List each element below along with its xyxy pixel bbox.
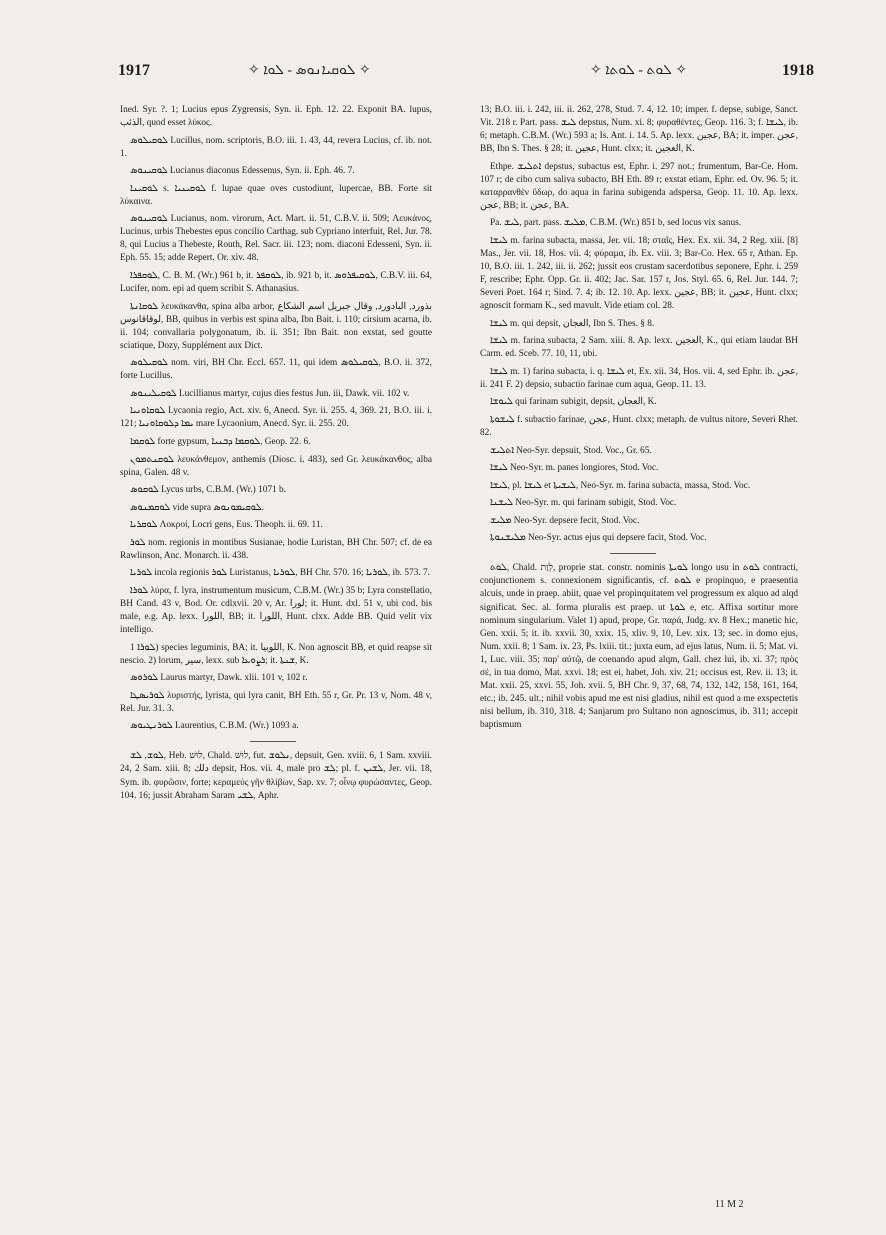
- right-column-entry: ܠܝܫܐ m. farina subacta, 2 Sam. xiii. 8. Ap. lexx. العجين, K., qui etiam laudat BH Carm. ed. Sceb. 77. 10, 11, ubi.: [480, 336, 798, 360]
- right-column-entry: ܠܝܫܢܐ Neo-Syr. m. qui farinam subigit, Stod. Voc.: [490, 498, 677, 509]
- right-column-entry: ܠܝܘܫܐ qui farinam subigit, depsit, العجان, K.: [490, 397, 657, 408]
- right-column-entry: ܠܝܫܘܬܐ f. subactio farinae, عجن, Hunt. clxx; metaph. de vultus nitore, Severi Rhet. 82.: [480, 414, 799, 439]
- page-number-right: 1918: [782, 62, 814, 79]
- left-column-entry: ܠܘܩܡܢܘܣ vide supra ܠܘܩܝܡܘܢܘܣ.: [130, 502, 264, 513]
- left-column-entry: ܠܘܩܢܬܡܘܢ λευκάνθεμον, anthemis (Diosc. i. 483), sed Gr. λευκάκανθος, alba spina, Galen. 48 v.: [120, 454, 432, 478]
- running-title-left: ✧ ܠܘܩܝܐܢܘܣ - ܠܘܐ ✧: [248, 63, 371, 78]
- left-column-entry: ܠܘܪܘܣ Laurus martyr, Dawk. xlii. 101 v, 102 r.: [130, 673, 308, 684]
- right-column-entry: ܠܝܫܐ m. qui depsit, العجان, Ibn S. Thes. § 8.: [490, 318, 655, 329]
- right-column-entry: ܡܠܝܫܢܘܬܐ Neo-Syr. actus ejus qui depsere facit, Stod. Voc.: [490, 533, 707, 544]
- left-column-entry: ܠܘܩܐܘܢܝܐ Lycaonia regio, Act. xiv. 6, Anecd. Syr. ii. 255. 4, 369. 21, B.O. iii. i. 121; ܝܡܐ ܕܠܘܩܐܘܢܝܐ mare Lycaonium, Anecd. Syr. ii. 255. 20.: [120, 406, 432, 430]
- left-column-entry: ܠܘܩܦܪܐ, C. B. M. (Wr.) 961 b, it. ܠܘܩܦܪ, ib. 921 b, it. ܠܘܩܝܦܪܘܣ, C.B.V. iii. 64, Lucifer, nom. epi ad quem scribit S. Athanasius.: [120, 271, 432, 295]
- left-column-entry: ܠܘܩܪܝܐ Λοκροί, Locri gens, Eus. Theoph. ii. 69. 11.: [130, 520, 323, 531]
- left-column-entry: ܠܘܩܝܢܘܣ Lucianus diaconus Edessenus, Syn. ii. Eph. 46. 7.: [130, 166, 355, 177]
- right-column-entry: ܠܘܬ, Chald. לְוָת, proprie stat. constr. nominis ܠܘܝܬܐ longo usu in ܠܘܬ contracti, conjunctionem s. connexionem significantis, cf. ܠܘܬ e propinquo, e praesentia alcuis, unde in praep. abiit, quae vel propinquitatem vel progressum ex alquo ad alqd significat. Sec. al. forma pluralis est praep. ut ܠܘܬܐ e, etc. Affixa sortitur more nominum singularium. Valet 1) apud, prope, Gr. παρά, Judg. xv. 8 Hex.; manetic hic, Gen. xxii. 5; it. ib. xxvii. 30, xxix. 15, xliv. 9, 10, Lev. xix. 13; sec. in domo ejus, Num. xxii. 8; 1 Sam. ix. 23, Ps. lxiii. tit.; juxta eum, ad ejus latus, Num. ii. 5; Mat. vi. 1, Luc. viii. 35; παρ' αὐτῷ, de coenando apud alqm, Gall. chez lui, ib. xi. 37; πρὸς σέ, in tua domo, Mat. xxvi. 18; est ei, habet, Joh. xiv. 21; occisus est, Rev. ii. 13; it. Mat. xxii. 25, xxvi. 55, Joh. xvii. 5, BH Chr. 9, 37, 68, 74, 132, 142, 158, 161, 164, etc.; ib. 245. ult.; nihil vobis apud me est nisi gladius, nihil est quod a me exspectetis nisi bellum, ib. 310, 318. 4; Sanjarum pro Sultano non agnoscimus, ib. 311; accepit baptismum: [480, 563, 799, 730]
- right-column-entry: Pa. ܠܝܫ, part. pass. ܡܠܝܫ, C.B.M. (Wr.) 851 b, sed locus vix sanus.: [490, 218, 742, 229]
- left-column-entry: ܠܘܩܝܢܘܣ Lucianus, nom. virorum, Act. Mart. ii. 51, C.B.V. ii. 509; Λευκάνος, Lucinus, urbis Thebestes epus concilio Carthag. sub Cypriano interfuit, Rel. Jur. 78. 8, qui Lucius a Thebeste, Routh, Rel. Sacr. iii. 123; nom. diaconi Edesseni, Syn. ii. Eph. 55. 15; adde Repert. Or. xiv. 48.: [120, 214, 432, 264]
- left-column-entry: ܠܘܩܐܢܬܐ λευκάκανθα, spina alba arbor, بذورد, البادورد, وقال جبريل اسم الشكاع لوقاقانوس, BB, quibus in verbis est spina alba, Ibn Bait. i. 110; cirsium acarna, ib. ii. 104; convallaria polygonatum, ib. ii. 351; Ibn Bait. non exstat, sed goutte sciatique, Dozy, Supplément aux Dict.: [120, 301, 432, 351]
- left-column-entry: ܠܘܩܝܠܝܢܘܣ Lucillianus martyr, cujus dies festus Jun. iii, Dawk. vii. 102 v.: [130, 388, 410, 399]
- right-column-entry: ܡܠܝܫ Neo-Syr. depsere fecit, Stod. Voc.: [490, 515, 640, 526]
- left-column-entry: ܠܘܪܢܛܝܘܣ Laurentius, C.B.M. (Wr.) 1093 a.: [130, 721, 299, 732]
- left-column-entry: ܠܘܩܝܢܐ s. ܠܘܩܝܢܝܐ f. lupae quae oves custodiunt, lupercae, BB. Forte sit λύκαινα.: [120, 183, 433, 207]
- left-column-entry: ܠܘܩܘܣ Lycus urbs, C.B.M. (Wr.) 1071 b.: [130, 485, 286, 496]
- right-column-entry: 13; B.O. iii. i. 242, iii. ii. 262, 278, Stud. 7. 4, 12. 10; imper. f. depse, subige, Sanct. Vit. 218 r. Part. pass. ܠܝܫ depstus, Num. xi. 8; φυραθέντες, Geop. 116. 3; f. ܠܝܫܐ, ib. 6; metaph. C.B.M. (Wr.) 593 a; Is. Ant. i. 14. 5. Ap. lexx. عجين, BA; it. imper. عجن, BB, Ibn S. Thes. § 28; it. عجين, Hunt. clxx; it. العجين, K.: [480, 105, 799, 155]
- left-column-entry: ܠܘܫ, ܠܫ, Heb. לוּשׁ, Chald. לוּשׁ, fut. ܢܠܘܫ, depsuit, Gen. xviii. 6, 1 Sam. xxviii. 24, 2 Sam. xiii. 8; دلك depsit, Hos. vii. 4, male pro ܠܫ; pl. f. ܠܫܝܢ, Jer. vii. 18, Sym. ib. φυρῶσιν, forte; κεραμεύς γῆν θλίβων, Sap. xv. 7; οἶνῳ φυρώσαντες, Geop. 104. 16; jussit Abraham Saram ܠܫܝ, Aphr.: [120, 751, 432, 801]
- running-title-right: ✧ ܠܘܬ - ܠܘܬܐ ✧: [590, 63, 688, 78]
- right-column-entry: ܠܝܫܐ, pl. ܠܝܫܐ et ܠܝܫܝܬܐ, Neo-Syr. m. farina subacta, massa, Stod. Voc.: [490, 480, 751, 491]
- left-column-entry: ܠܘܪ nom. regionis in montibus Susianae, hodie Luristan, BH Chr. 507; cf. de ea Rawlinson, Anc. Monarch. ii. 438.: [120, 537, 432, 561]
- right-column-entry: ܠܝܫܐ m. farina subacta, massa, Jer. vii. 18; σταῖς, Hex. Ex. xii. 34, 2 Reg. xiii. [8] Mas., Jer. vii. 18, Hos. vii. 4; φύραμα, ib. Ex. viii. 3; Bar-Co. Hex. 65 r, Athan. Ep. 10, B.O. iii. 1. 242, iii. ii. 262; jussit eos crustam sacerdotibus seponere, Ephr. i. 259 F, rescribe; Ephr. Opp. Gr. ii. 402; Jac. Sar. 157 r, Jos. Styl. 65. 6, Rel. Jur. 144. 7; Severi Poet. 164 r; Sind. 7. 4; ib. 12. 10. Ap. lexx. عجين, BB; it. عجين, Hunt. clxx; agnoscit formam K., sed mavult. Vide etiam col. 28.: [480, 235, 799, 312]
- right-column-entry: ܠܝܫܐ Neo-Syr. m. panes longiores, Stod. Voc.: [490, 463, 659, 474]
- left-column-entry: ܠܘܪܝܐ incola regionis ܠܘܪ Luristanus, ܠܘܪܝܐ, BH Chr. 570. 16; ܠܘܪܝܐ, ib. 573. 7.: [130, 568, 431, 579]
- left-column-entry: ܠܘܪܐ 1) species leguminis, BA; it. اللوبيا, K. Non agnoscit BB, et quid reapse sit nescio. 2) lorum, سير, lexx. sub ܪܨܘܥܐ; it. ܫܢܬܐ, K.: [120, 642, 432, 666]
- section-divider: [250, 741, 296, 742]
- left-column-entry: ܠܘܩܡܐ forte gypsum, ܠܘܩܡܐ ܕܒܢܝܐ, Geop. 22. 6.: [130, 437, 311, 448]
- left-column-entry: ܠܘܪܐ λύρα, f. lyra, instrumentum musicum, C.B.M. (Wr.) 35 b; Lyra constellatio, BH Cand. 43 v, Bod. Or. cdlxvii. 20 v, Ar. لورا; it. Hunt. dxl. 51 v, ubi cod. bis male, e.g. Ap. lexx. اللورا, BB; it. اللورا, Hunt. clxx. Adde BB. Quid velit vix intelligo.: [120, 585, 432, 636]
- left-column-entry: Ined. Syr. ?. 1; Lucius epus Zygrensis, Syn. ii. Eph. 12. 22. Exponit BA. lupus, الذئب, quod esset λύκος.: [120, 105, 432, 129]
- right-column: [480, 104, 798, 736]
- left-column: [120, 104, 432, 807]
- page-number-left: 1917: [118, 62, 150, 79]
- left-column-entry: ܠܘܩܝܠܘܣ Lucillus, nom. scriptoris, B.O. iii. 1. 43, 44, revera Lucius, cf. ib. not. 1.: [120, 135, 432, 159]
- left-column-entry: ܠܘܪܝܣܛܐ λυριστής, lyrista, qui lyra canit, BH Eth. 55 r, Gr. Pr. 13 v, Nom. 48 v, Rel. Jur. 31. 3.: [120, 690, 432, 714]
- right-column-entry: ܠܝܫܐ m. 1) farina subacta, i. q. ܠܝܫܐ et, Ex. xii. 34, Hos. vii. 4, sed Ephr. ib. عجن, ii. 241 F. 2) depsio, subactio farinae cum aqua, Geop. 11. 13.: [480, 366, 798, 390]
- signature-mark: 11 M 2: [715, 1199, 744, 1210]
- right-column-entry: Ethpe. ܐܬܠܝܫ depstus, subactus est, Ephr. i. 297 not.; frumentum, Bar-Ce. Hom. 107 r; de cibo cum saliva subacto, BH Eth. 89 r; exstat etiam, Ephr. ed. Ov. 96. 5; it. καταρρανθὲν ὕδωρ, do aqua in farina subigenda adspersa, Geop. 11. 10. Ap. lexx. عجن, BB; it. عجن, BA.: [480, 161, 798, 211]
- page-header: [0, 62, 886, 92]
- right-column-entry: ܐܬܠܝܫ Neo-Syr. depsuit, Stod. Voc., Gr. 65.: [490, 445, 652, 456]
- left-column-entry: ܠܘܩܝܠܘܣ nom. viri, BH Chr. Eccl. 657. 11, qui idem ܠܘܩܝܠܘܣ, B.O. ii. 372, forte Lucillus.: [120, 358, 433, 382]
- section-divider: [610, 553, 656, 554]
